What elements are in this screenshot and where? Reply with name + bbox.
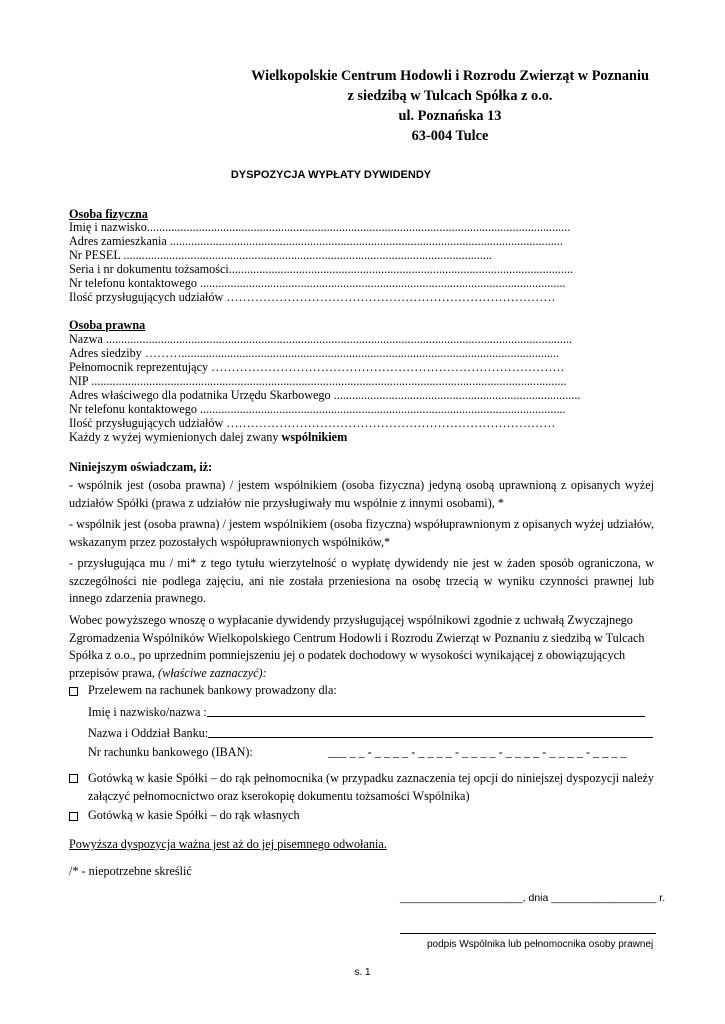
shareholder-definition <box>69 430 347 444</box>
cash-own-option-label: Gotówką w kasie Spółki – do rąk własnych <box>88 808 300 822</box>
document-title: DYSPOZYCJA WYPŁATY DYWIDENDY <box>230 169 432 181</box>
cash-proxy-checkbox[interactable] <box>69 774 78 783</box>
cash-proxy-option-label: Gotówką w kasie Spółki – do rąk pełnomocnika (w przypadku zaznaczenia tej opcji do niniejszej dyspozycji należy załączyć pełnomocnictwo oraz kserokopię dokumentu tożsamości Wspólnika) <box>88 771 654 803</box>
field-shares-count[interactable]: Ilość przysługujących udziałów ……………………………………………………………………… <box>69 290 556 304</box>
declaration-sole-holder: - wspólnik jest (osoba prawna) / jestem wspólnikiem (osoba fizyczna) jedyną osobą uprawnioną z opisanych wyżej udziałów Spółki (prawa z udziałów nie przysługiwały mu wspólnie z innymi osobami), * <box>69 478 654 510</box>
section-heading-natural-person: Osoba fizyczna <box>69 207 148 221</box>
account-holder-label: Imię i nazwisko/nazwa : <box>88 705 207 719</box>
field-name[interactable]: Imię i nazwisko........................................................................................................................................... <box>69 220 571 234</box>
field-seat-address[interactable]: Adres siedziby ………............................................................................................................................ <box>69 346 560 360</box>
company-seat: z siedzibą w Tulcach Spółka z o.o. <box>347 88 553 104</box>
declaration-no-encumbrance: - przysługująca mu / mi* z tego tytułu wierzytelność o wypłatę dywidendy nie jest w żaden sposób ograniczona, w szczególności nie podlega zajęciu, ani nie została przeniesiona na osobę trzecią w wyniku czynności prawnej lub innego zdarzenia prawnego. <box>69 556 654 606</box>
bank-name-label: Nazwa i Oddział Banku: <box>88 726 209 740</box>
place-input[interactable]: _____________________ <box>400 892 523 904</box>
field-company-phone[interactable]: Nr telefonu kontaktowego ........................................................................................................................ <box>69 402 566 416</box>
section-heading-legal-person: Osoba prawna <box>69 318 146 332</box>
shareholder-definition-text: Każdy z wyżej wymienionych dalej zwany <box>69 430 282 444</box>
signature-input[interactable] <box>400 933 656 934</box>
declaration-co-holder: - wspólnik jest (osoba prawna) / jestem wspólnikiem (osoba fizyczna) współuprawnionym z opisanych wyżej udziałów, wskazanym przez pozostałych współuprawnionych wspólników,* <box>69 517 654 549</box>
field-company-name[interactable]: Nazwa ......................................................................................................................................................... <box>69 332 573 346</box>
field-id-document[interactable]: Seria i nr dokumentu tożsamości................................................................................................................. <box>69 262 574 276</box>
field-address[interactable]: Adres zamieszkania ................................................................................................................................. <box>69 234 563 248</box>
iban-input[interactable]: ___ _ _ - _ _ _ _ - _ _ _ _ - _ _ _ _ - _ _ _ _ - _ _ _ _ - _ _ _ _ <box>328 745 627 759</box>
signature-caption: podpis Wspólnika lub pełnomocnika osoby prawnej <box>427 939 654 950</box>
field-pesel[interactable]: Nr PESEL ......................................................................................................................... <box>69 248 493 262</box>
transfer-option-label: Przelewem na rachunek bankowy prowadzony dla: <box>88 683 337 697</box>
footnote: /* - niepotrzebne skreślić <box>69 864 192 878</box>
field-representative[interactable]: Pełnomocnik reprezentujący …………………………………………………………………………… <box>69 360 565 374</box>
date-label: , dnia <box>522 892 549 904</box>
payment-request-hint: (właściwe zaznaczyć): <box>158 665 267 680</box>
place-date-line <box>400 891 666 905</box>
transfer-checkbox[interactable] <box>69 687 78 696</box>
company-name: Wielkopolskie Centrum Hodowli i Rozrodu Zwierząt w Poznaniu <box>251 68 649 84</box>
field-tax-office[interactable]: Adres właściwego dla podatnika Urzędu Skarbowego ................................................................................. <box>69 388 581 402</box>
account-holder-input[interactable] <box>207 716 645 717</box>
payment-request <box>69 612 654 682</box>
date-input[interactable]: __________________ <box>551 892 657 904</box>
field-phone[interactable]: Nr telefonu kontaktowego ........................................................................................................................ <box>69 276 566 290</box>
field-nip[interactable]: NIP ............................................................................................................................................................ <box>69 374 567 388</box>
bank-name-input[interactable] <box>208 737 653 738</box>
year-suffix: r. <box>659 892 666 904</box>
payment-request-text: Wobec powyższego wnoszę o wypłacanie dywidendy przysługującej wspólnikowi zgodnie z uchwałą Zwyczajnego Zgromadzenia Wspólników Wielkopolskiego Centrum Hodowli i Rozrodu Zwierząt w Poznaniu z siedzibą w Tulcach Spółka z o.o., po uprzednim pomniejszeniu jej o podatek dochodowy w wysokości wynikającej z obowiązujących przepisów prawa, <box>69 613 645 680</box>
page-number: s. 1 <box>354 967 371 978</box>
company-postcode: 63-004 Tulce <box>411 128 489 144</box>
company-street: ul. Poznańska 13 <box>398 108 502 124</box>
iban-label: Nr rachunku bankowego (IBAN): <box>88 745 253 759</box>
validity-note: Powyższa dyspozycja ważna jest aż do jej pisemnego odwołania. <box>69 837 387 851</box>
shareholder-term: wspólnikiem <box>281 430 348 444</box>
cash-own-checkbox[interactable] <box>69 812 78 821</box>
field-company-shares[interactable]: Ilość przysługujących udziałów ……………………………………………………………………… <box>69 416 556 430</box>
declaration-heading: Niniejszym oświadczam, iż: <box>69 460 213 474</box>
